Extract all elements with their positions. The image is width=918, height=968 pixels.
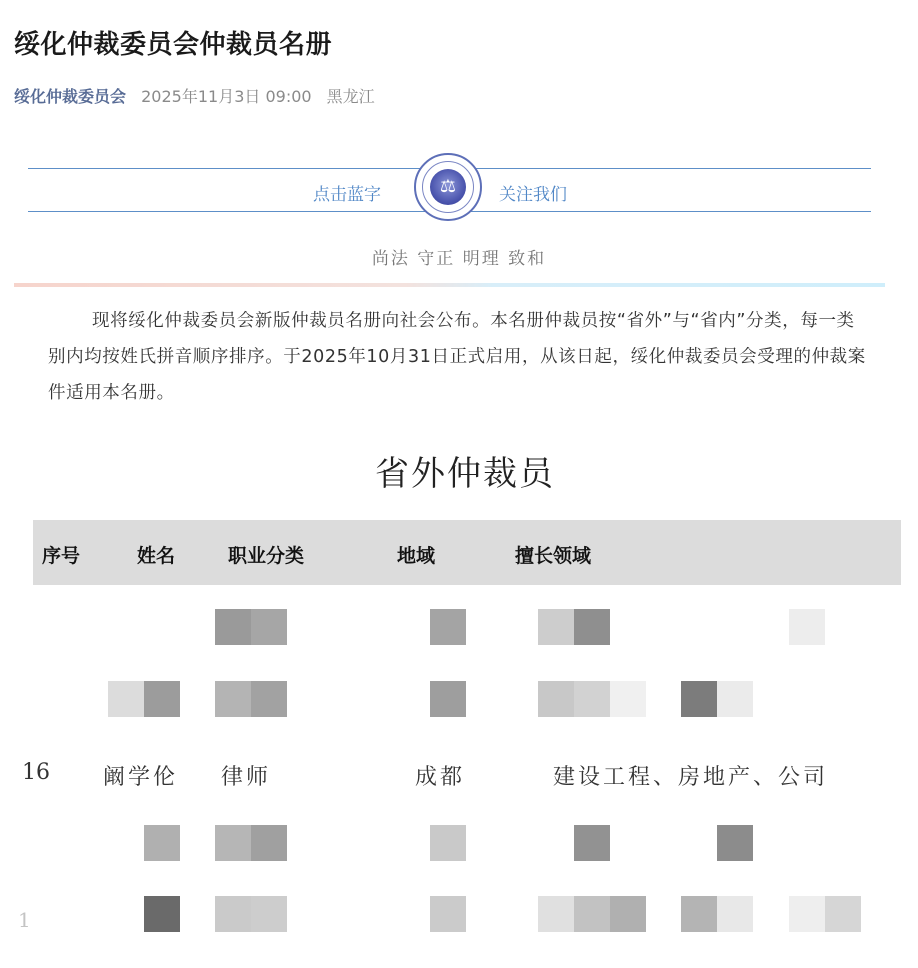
arbitration-emblem-icon[interactable] — [414, 153, 482, 221]
pixelated-block — [251, 681, 287, 717]
pixelated-block — [574, 896, 610, 932]
pixelated-block — [144, 681, 180, 717]
pixelated-block — [789, 609, 825, 645]
pixelated-block — [538, 896, 574, 932]
article-meta — [14, 84, 375, 107]
pixelated-block — [108, 681, 144, 717]
row-occupation: 律师 — [221, 765, 272, 790]
pixelated-block — [251, 825, 287, 861]
pixelated-block — [251, 609, 287, 645]
article-title: 绥化仲裁委员会仲裁员名册 — [14, 30, 333, 60]
pixelated-block — [430, 825, 466, 861]
pixelated-block — [574, 609, 610, 645]
pixelated-block — [789, 896, 825, 932]
row-region: 成都 — [415, 765, 466, 790]
pixelated-block — [610, 896, 646, 932]
header-occupation: 职业分类 — [228, 545, 305, 567]
pixelated-block — [215, 896, 251, 932]
scale-icon: ⚖ — [439, 176, 457, 197]
pixelated-block — [144, 896, 180, 932]
pixelated-block — [215, 681, 251, 717]
pixelated-block — [538, 681, 574, 717]
pixelated-block — [717, 825, 753, 861]
pixelated-block — [681, 681, 717, 717]
pixelated-block — [430, 609, 466, 645]
pixelated-block — [717, 896, 753, 932]
article-datetime: 2025年11月3日 09:00 — [141, 87, 312, 106]
pixelated-block — [610, 681, 646, 717]
pixelated-block — [574, 825, 610, 861]
pixelated-block — [717, 681, 753, 717]
pixelated-block — [215, 825, 251, 861]
gradient-divider — [14, 283, 885, 287]
article-source-link[interactable]: 绥化仲裁委员会 — [14, 87, 127, 106]
pixelated-block — [430, 681, 466, 717]
follow-right-text[interactable]: 关注我们 — [499, 185, 567, 205]
intro-paragraph — [48, 303, 868, 411]
motto: 尚法 守正 明理 致和 — [371, 249, 547, 269]
article-region: 黑龙江 — [326, 87, 375, 106]
row-index-partial: 1 — [18, 908, 31, 932]
pixelated-block — [251, 896, 287, 932]
header-index: 序号 — [42, 545, 81, 567]
header-expertise: 擅长领域 — [515, 545, 592, 567]
header-name: 姓名 — [137, 545, 176, 567]
row-name: 阚学伦 — [103, 765, 179, 790]
section-title: 省外仲裁员 — [375, 454, 555, 494]
pixelated-block — [825, 896, 861, 932]
pixelated-block — [215, 609, 251, 645]
follow-left-text[interactable]: 点击蓝字 — [313, 185, 381, 205]
pixelated-block — [538, 609, 574, 645]
intro-text: 现将绥化仲裁委员会新版仲裁员名册向社会公布。本名册仲裁员按“省外”与“省内”分类，每一类别内均按姓氏拼音顺序排序。于2025年10月31日正式启用，从该日起，绥化仲裁委员会受理的仲裁案件适用本名册。 — [48, 311, 866, 403]
header-region: 地域 — [397, 545, 436, 567]
row-index: 16 — [22, 760, 50, 785]
pixelated-block — [681, 896, 717, 932]
pixelated-block — [574, 681, 610, 717]
row-expertise: 建设工程、房地产、公司 — [553, 765, 829, 790]
pixelated-block — [430, 896, 466, 932]
pixelated-block — [144, 825, 180, 861]
